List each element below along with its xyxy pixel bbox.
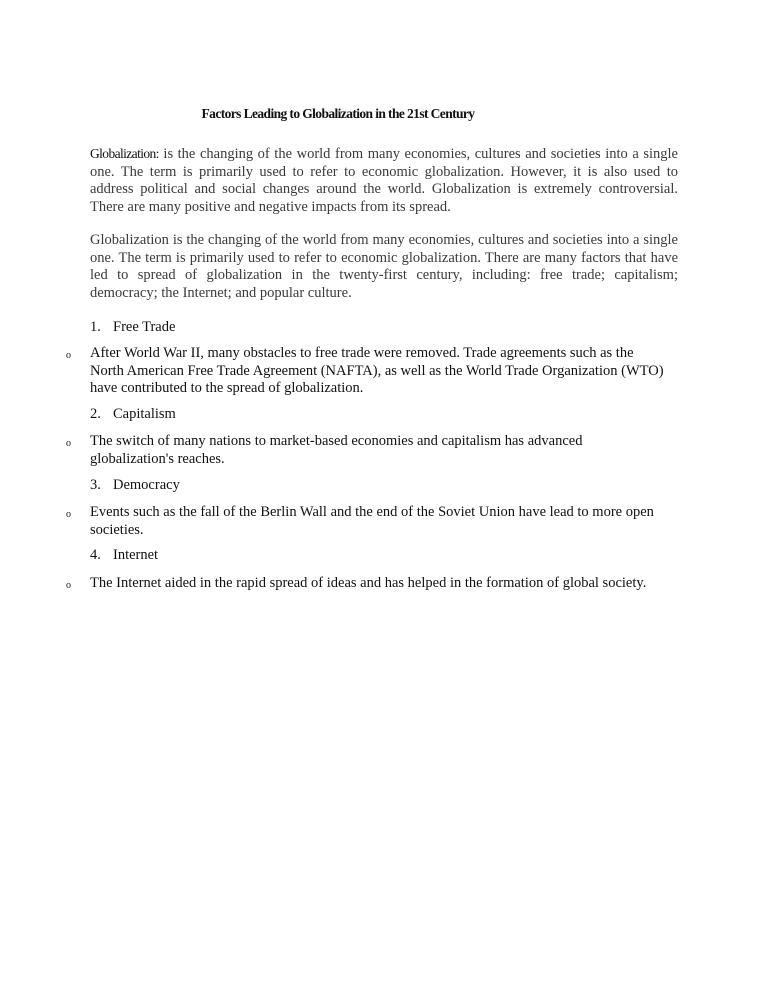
section-heading-capitalism <box>90 406 176 424</box>
bullet-marker: o <box>66 580 71 591</box>
factors-paragraph: Globalization is the changing of the world from many economies, cultures and societies into a single one. The term is primarily used to refer to economic globalization. There are many factors that have led to spread of globalization in the twenty-first century, including: free trade; capitalism; democracy; the Internet; and popular culture. <box>90 232 678 301</box>
section-number: 3. <box>90 477 101 493</box>
intro-lead-term: Globalization: <box>90 146 159 161</box>
bullet-marker: o <box>66 509 71 520</box>
intro-paragraph <box>90 145 678 216</box>
bullet-text-democracy: Events such as the fall of the Berlin Wall and the end of the Soviet Union have lead to more open societies. <box>90 504 654 538</box>
bullet-text-free-trade: After World War II, many obstacles to free trade were removed. Trade agreements such as the North American Free Trade Agreement (NAFTA), as well as the World Trade Organization (WTO) have contributed to the spread of globalization. <box>90 345 664 397</box>
section-title: Democracy <box>113 477 180 493</box>
section-title: Free Trade <box>113 319 176 335</box>
bullet-marker: o <box>66 350 71 361</box>
section-heading-free-trade <box>90 319 175 337</box>
section-title: Internet <box>113 547 159 563</box>
section-number: 1. <box>90 319 101 335</box>
bullet-text-capitalism: The switch of many nations to market-based economies and capitalism has advanced globalization's reaches. <box>90 433 583 467</box>
section-heading-internet <box>90 547 158 565</box>
document-title: Factors Leading to Globalization in the 21st Century <box>201 106 475 121</box>
section-title: Capitalism <box>113 406 176 422</box>
section-number: 4. <box>90 547 101 563</box>
intro-body-text: is the changing of the world from many economies, cultures and societies into a single one. The term is primarily used to refer to economic globalization. However, it is also used to address political and social changes around the world. Globalization is extremely controversial. There are many positive and negative impacts from its spread. <box>90 146 678 215</box>
section-number: 2. <box>90 406 101 422</box>
bullet-marker: o <box>66 438 71 449</box>
bullet-text-internet: The Internet aided in the rapid spread of ideas and has helped in the formation of global society. <box>90 575 647 591</box>
section-heading-democracy <box>90 477 180 495</box>
